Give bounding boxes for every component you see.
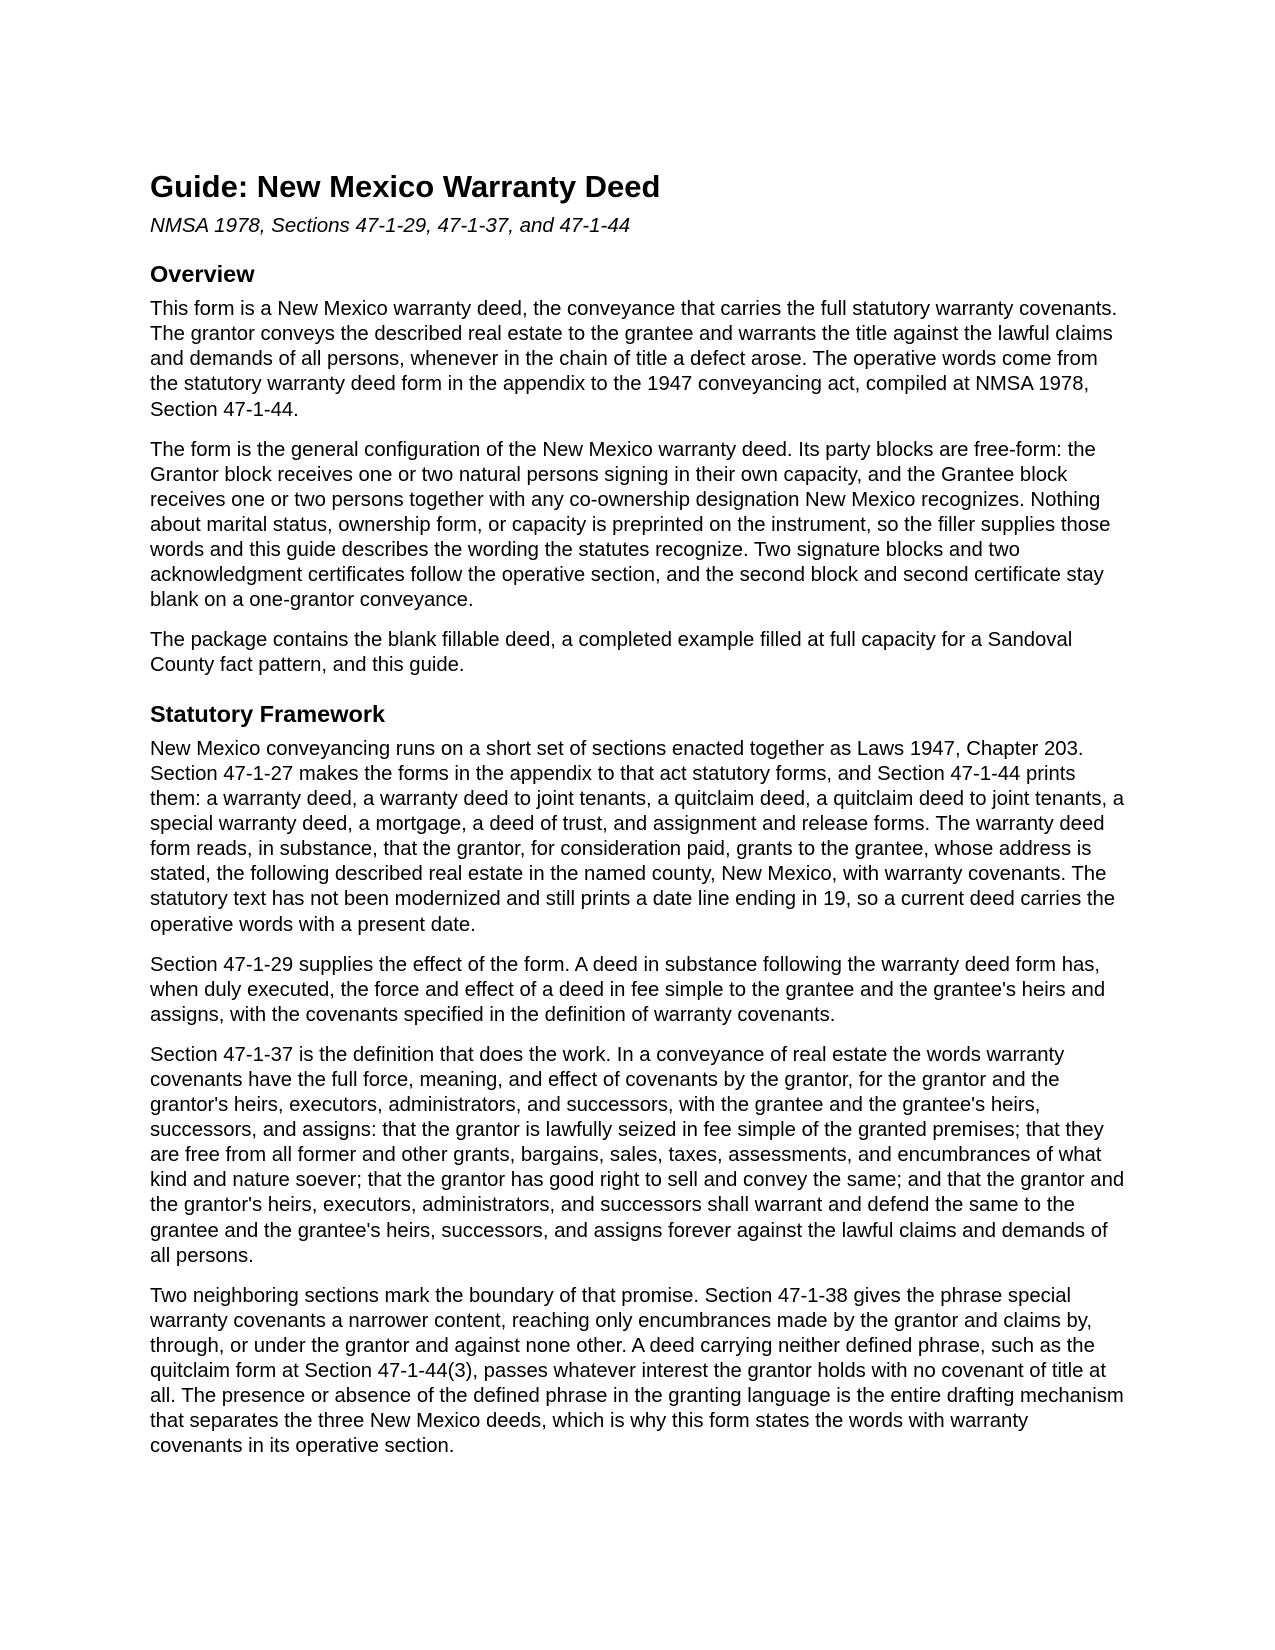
- paragraph: The package contains the blank fillable deed, a completed example filled at full capacity for a Sandoval County fact pattern, and this guide.: [150, 629, 1073, 677]
- paragraph: This form is a New Mexico warranty deed, the conveyance that carries the full statutory warranty covenants. The grantor conveys the described real estate to the grantee and warrants the title against the lawful claims and demands of all persons, whenever in the chain of title a defect arose. The operative words come from the statutory warranty deed form in the appendix to the 1947 conveyancing act, compiled at NMSA 1978, Section 47-1-44.: [150, 298, 1118, 421]
- paragraph: Section 47-1-29 supplies the effect of the form. A deed in substance following the warranty deed form has, when duly executed, the force and effect of a deed in fee simple to the grantee and the grantee's heirs and assigns, with the covenants specified in the definition of warranty covenants.: [150, 953, 1106, 1026]
- section-overview: [150, 260, 1125, 679]
- section-statutory-framework: [150, 700, 1125, 1460]
- paragraph: Two neighboring sections mark the boundary of that promise. Section 47-1-38 gives the phrase special warranty covenants a narrower content, reaching only encumbrances made by the grantor and claims by, through, or under the grantor and against none other. A deed carrying neither defined phrase, such as the quitclaim form at Section 47-1-44(3), passes whatever interest the grantor holds with no covenant of title at all. The presence or absence of the defined phrase in the granting language is the entire drafting mechanism that separates the three New Mexico deeds, which is why this form states the words with warranty covenants in its operative section.: [150, 1284, 1124, 1458]
- document-title: Guide: New Mexico Warranty Deed: [150, 169, 661, 204]
- paragraph: Section 47-1-37 is the definition that does the work. In a conveyance of real estate the words warranty covenants have the full force, meaning, and effect of covenants by the grantor, for the grantor and the grantor's heirs, executors, administrators, and successors, with the grantee and the grantee's heirs, successors, and assigns: that the grantor is lawfully seized in fee simple of the granted premises; that they are free from all former and other grants, bargains, sales, taxes, assessments, and encumbrances of what kind and nature soever; that the grantor has good right to sell and convey the same; and that the grantor and the grantor's heirs, executors, administrators, and successors shall warrant and defend the same to the grantee and the grantee's heirs, successors, and assigns forever against the lawful claims and demands of all persons.: [150, 1043, 1125, 1267]
- document-page: [150, 168, 1125, 1474]
- paragraph: New Mexico conveyancing runs on a short set of sections enacted together as Laws 1947, Chapter 203. Section 47-1-27 makes the forms in the appendix to that act statutory forms, and Section 47-1-44 prints them: a warranty deed, a warranty deed to joint tenants, a quitclaim deed, a quitclaim deed to joint tenants, a special warranty deed, a mortgage, a deed of trust, and assignment and release forms. The warranty deed form reads, in substance, that the grantor, for consideration paid, grants to the grantee, whose address is stated, the following described real estate in the named county, New Mexico, with warranty covenants. The statutory text has not been modernized and still prints a date line ending in 19, so a current deed carries the operative words with a present date.: [150, 737, 1125, 936]
- paragraph: The form is the general configuration of the New Mexico warranty deed. Its party blocks are free-form: the Grantor block receives one or two natural persons signing in their own capacity, and the Grantee block receives one or two persons together with any co-ownership designation New Mexico recognizes. Nothing about marital status, ownership form, or capacity is preprinted on the instrument, so the filler supplies those words and this guide describes the wording the statutes recognize. Two signature blocks and two acknowledgment certificates follow the operative section, and the second block and second certificate stay blank on a one-grantor conveyance.: [150, 438, 1111, 612]
- document-subtitle: NMSA 1978, Sections 47-1-29, 47-1-37, and 47-1-44: [150, 214, 631, 238]
- section-heading: Overview: [150, 260, 255, 287]
- section-heading: Statutory Framework: [150, 700, 386, 727]
